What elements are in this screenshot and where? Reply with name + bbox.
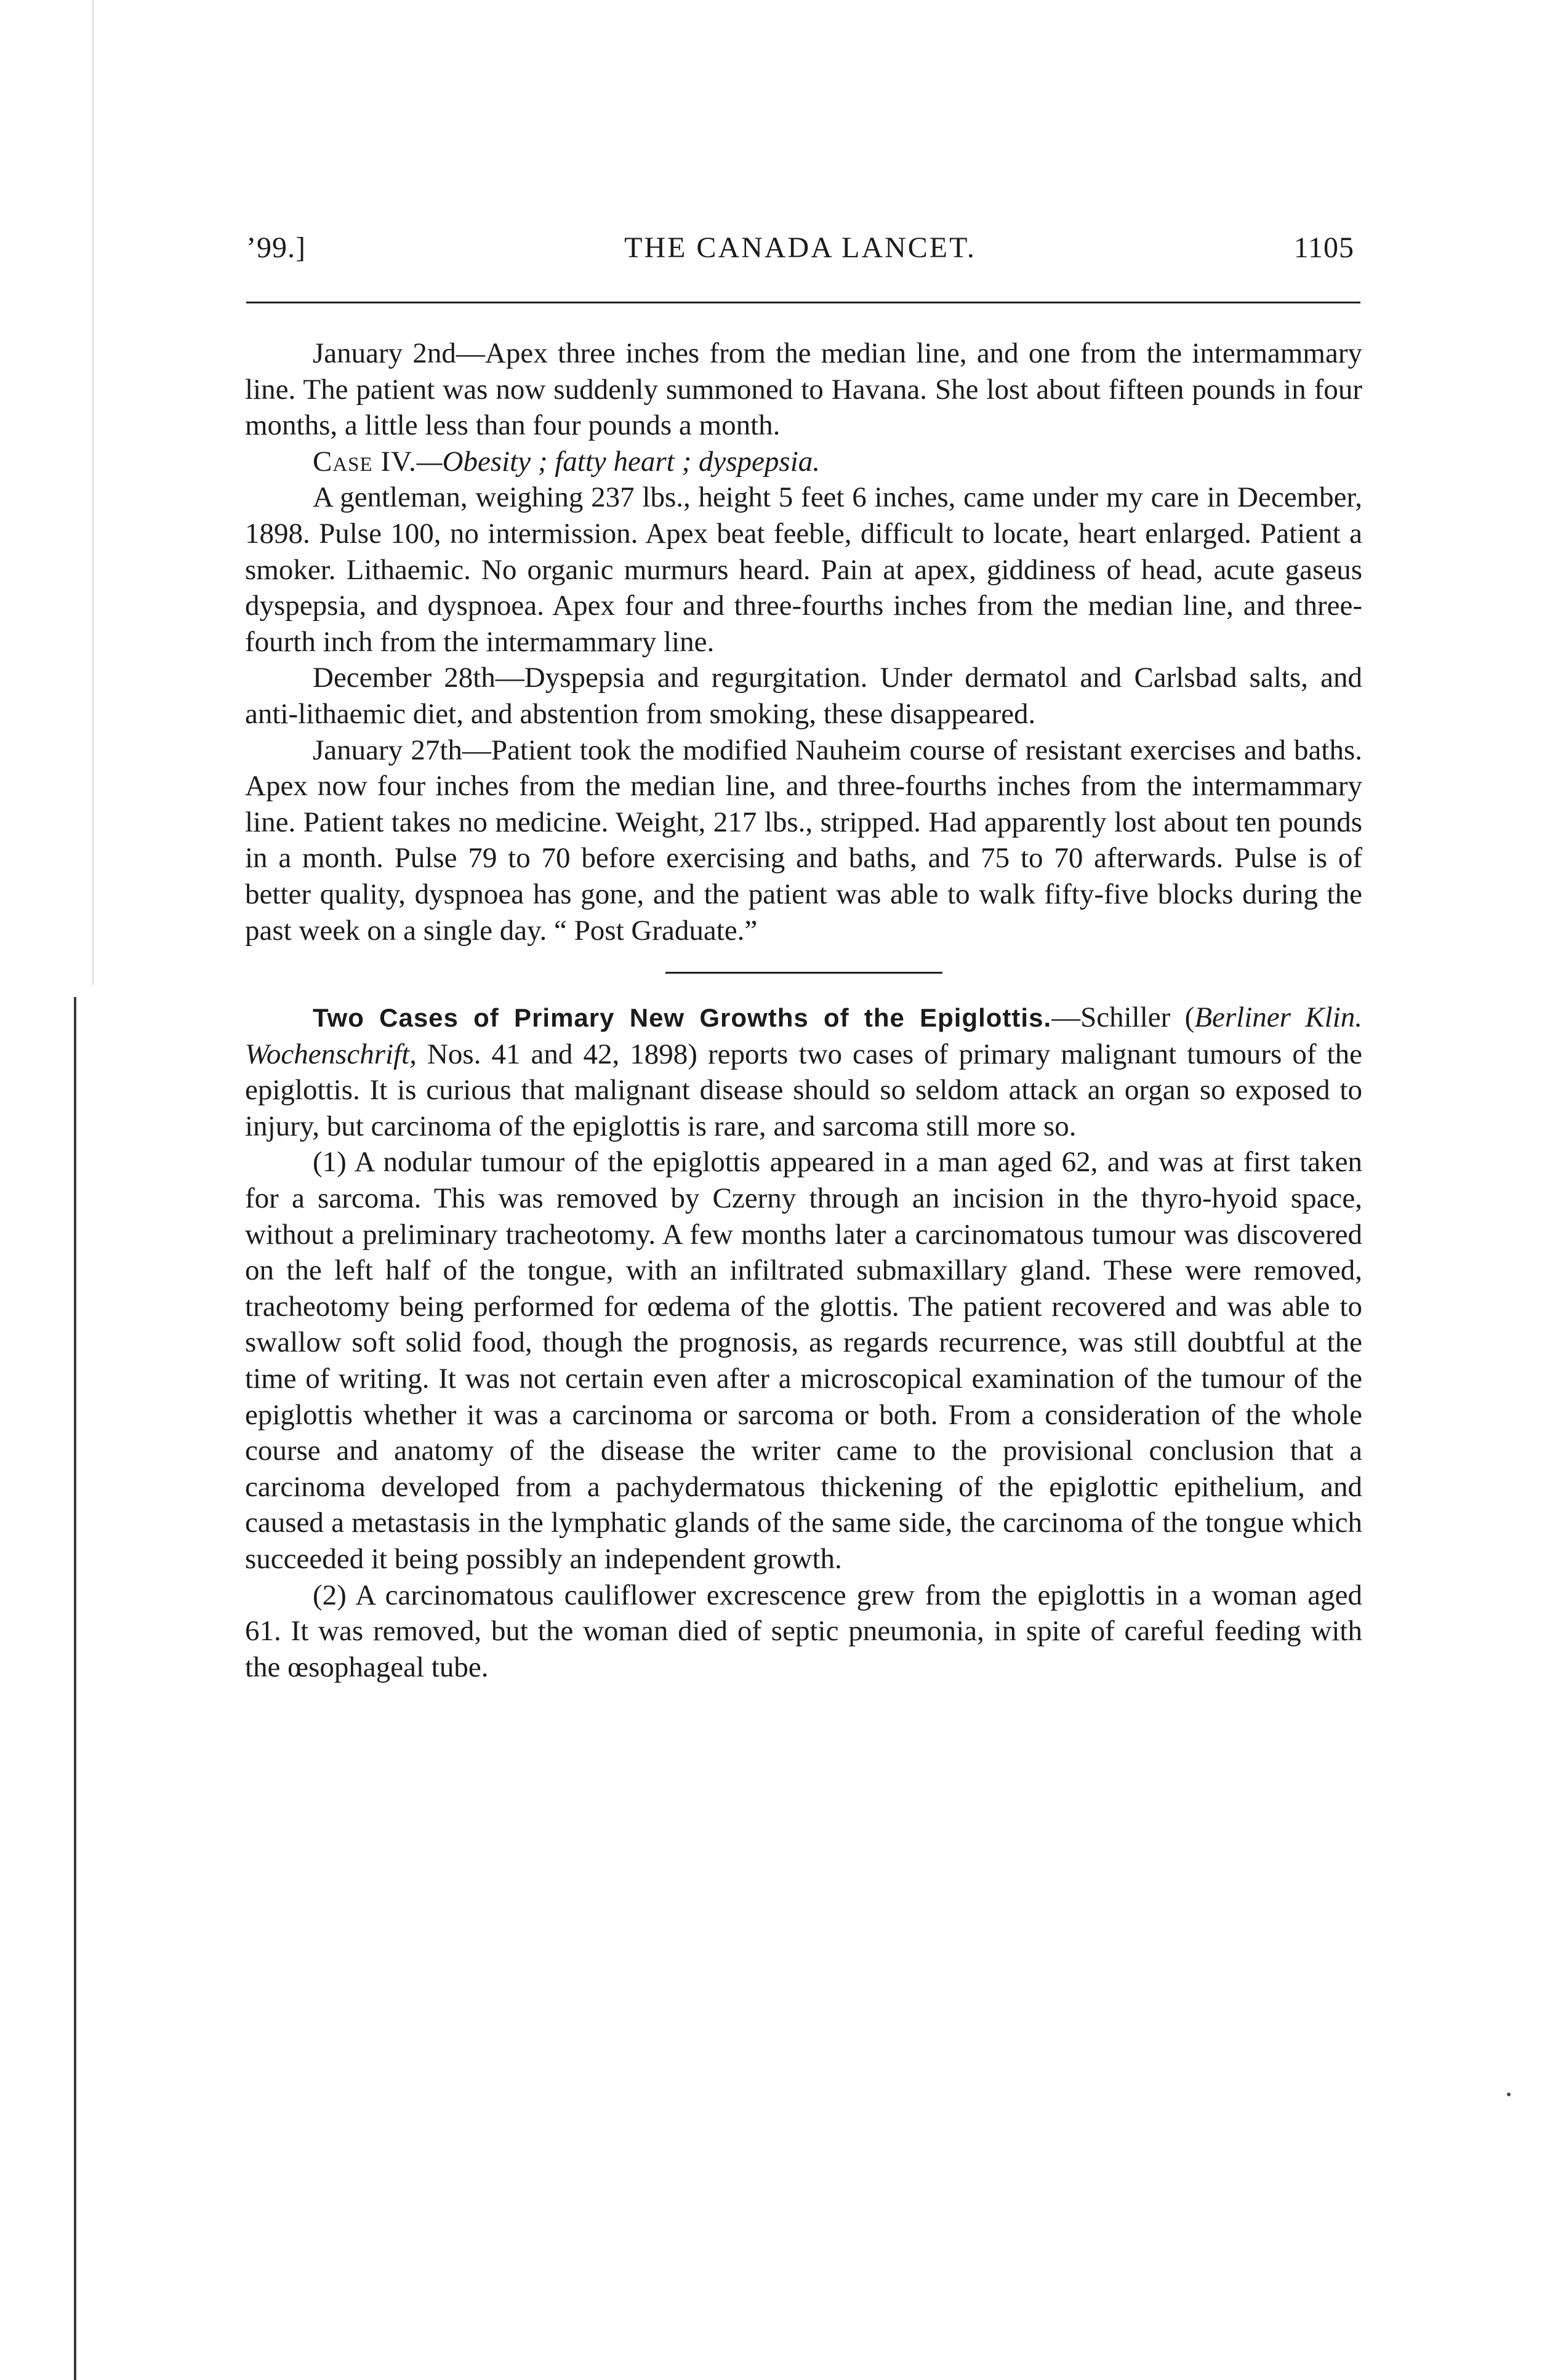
- article-intro: Two Cases of Primary New Growths of the Epiglottis.—Schiller (Berliner Klin. Wochenschrift, Nos. 41 and 42, 1898) reports two cases of primary malignant tumours of the epiglottis. It is curious that malignant disease should so seldom attack an organ so exposed to injury, but carcinoma of the epiglottis is rare, and sarcoma still more so.: [245, 1001, 1362, 1142]
- article-source: Berliner Klin. Wochenschrift,: [245, 1001, 1362, 1070]
- paragraph-january-27th: January 27th—Patient took the modified Nauheim course of resistant exercises and baths. Apex now four inches from the median line, and three-fourths inches from the intermammary line. Patient takes no medicine. Weight, 217 lbs., stripped. Had apparently lost about ten pounds in a month. Pulse 79 to 70 before exercising and baths, and 75 to 70 afterwards. Pulse is of better quality, dyspnoea has gone, and the patient was able to walk fifty-five blocks during the past week on a single day. “ Post Graduate.”: [245, 734, 1362, 947]
- paragraph-december-28th: December 28th—Dyspepsia and regurgitation. Under dermatol and Carlsbad salts, and anti-lithaemic diet, and abstention from smoking, these disappeared.: [245, 662, 1362, 730]
- article-intro-text: Nos. 41 and 42, 1898) reports two cases of primary malignant tumours of the epiglottis. It is curious that malignant disease should so seldom attack an organ so exposed to injury, but carcinoma of the epiglottis is rare, and sarcoma still more so.: [245, 1038, 1362, 1142]
- page-number: 1105: [1293, 231, 1354, 264]
- case-heading: [245, 444, 1362, 480]
- article-title: Two Cases of Primary New Growths of the Epiglottis.: [313, 1003, 1052, 1033]
- section-divider: [665, 972, 942, 974]
- paragraph-gentleman: A gentleman, weighing 237 lbs., height 5 feet 6 inches, came under my care in December, 1898. Pulse 100, no intermission. Apex beat feeble, difficult to locate, heart enlarged. Patient a smoker. Lithaemic. No organic murmurs heard. Pain at apex, giddiness of head, acute gaseus dyspepsia, and dyspnoea. Apex four and three-fourths inches from the median line, and three-fourth inch from the intermammary line.: [245, 481, 1362, 658]
- article-author: —Schiller: [1051, 1001, 1171, 1034]
- header-volume: ’99.]: [246, 231, 306, 264]
- case-label: Case IV.: [313, 445, 417, 478]
- paragraph-case-2: (2) A carcinomatous cauliflower excrescence grew from the epiglottis in a woman aged 61. It was removed, but the woman died of septic pneumonia, in spite of careful feeding with the œsophageal tube.: [245, 1579, 1362, 1683]
- paragraph-january-2nd: January 2nd—Apex three inches from the median line, and one from the intermammary line. The patient was now suddenly summoned to Havana. She lost about fifteen pounds in four months, a little less than four pounds a month.: [245, 337, 1362, 442]
- page-speck: [1507, 2093, 1511, 2096]
- running-header: [246, 231, 1354, 286]
- journal-title: THE CANADA LANCET.: [624, 231, 976, 264]
- header-rule: [246, 302, 1360, 303]
- case-title: —Obesity ; fatty heart ; dyspepsia.: [416, 445, 821, 478]
- page-body: [245, 335, 1362, 1685]
- page-binding-edge: [74, 997, 76, 2380]
- paragraph-case-1: (1) A nodular tumour of the epiglottis appeared in a man aged 62, and was at first taken for a sarcoma. This was removed by Czerny through an incision in the thyro-hyoid space, without a preliminary tracheotomy. A few months later a carcinomatous tumour was discovered on the left half of the tongue, with an infiltrated submaxillary gland. These were removed, tracheotomy being performed for œdema of the glottis. The patient recovered and was able to swallow soft solid food, though the prognosis, as regards recurrence, was still doubtful at the time of writing. It was not certain even after a microscopical examination of the tumour of the epiglottis whether it was a carcinoma or sarcoma or both. From a consideration of the whole course and anatomy of the disease the writer came to the provisional conclusion that a carcinoma developed from a pachydermatous thickening of the epiglottic epithelium, and caused a metastasis in the lymphatic glands of the same side, the carcinoma of the tongue which succeeded it being possibly an independent growth.: [245, 1146, 1362, 1575]
- page-edge-shadow: [92, 0, 94, 985]
